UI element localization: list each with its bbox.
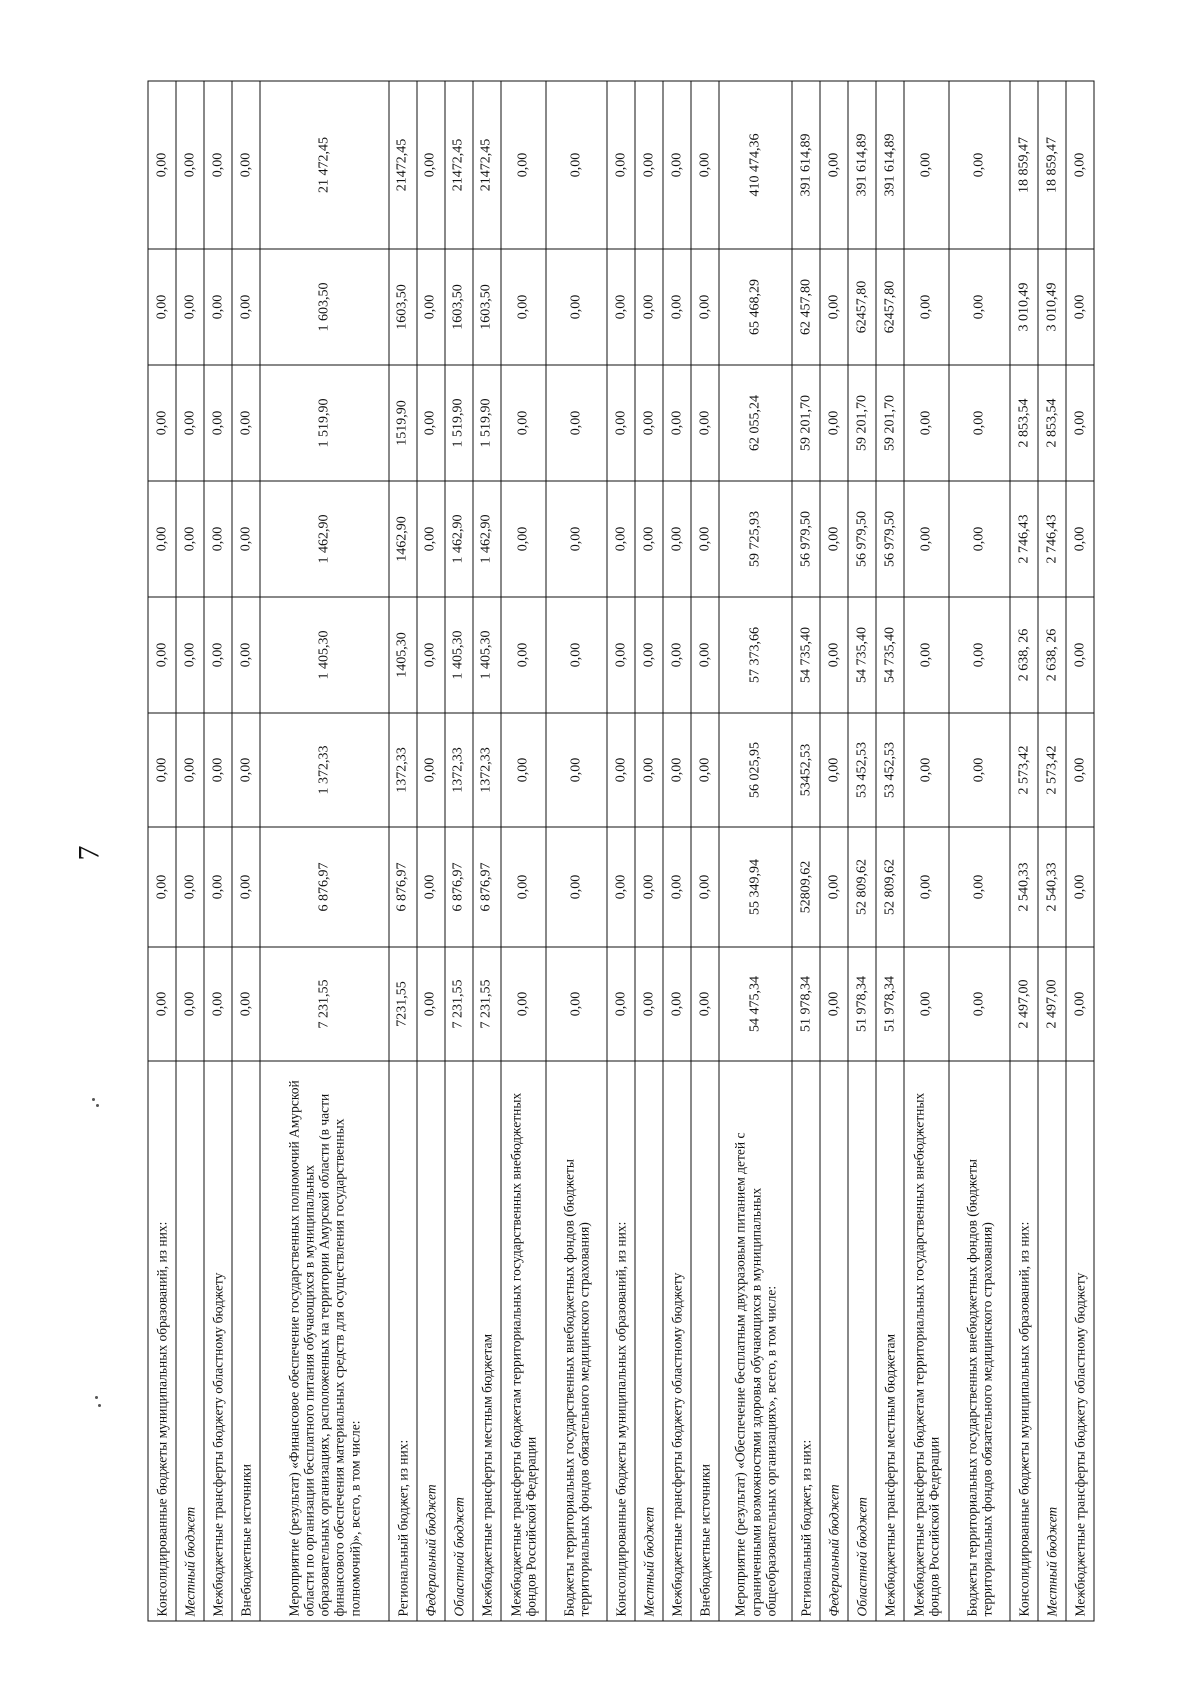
value-cell: 7 231,55 bbox=[260, 947, 389, 1061]
value-cell: 391 614,89 bbox=[792, 81, 820, 249]
value-cell: 0,00 bbox=[1066, 597, 1094, 713]
value-cell: 56 979,50 bbox=[876, 481, 904, 597]
value-cell: 0,00 bbox=[607, 827, 635, 947]
table-row bbox=[904, 81, 949, 1621]
value-cell: 0,00 bbox=[904, 597, 949, 713]
value-cell: 55 349,94 bbox=[719, 827, 792, 947]
scan-speck bbox=[96, 1104, 99, 1107]
value-cell: 1603,50 bbox=[445, 249, 473, 365]
value-cell: 0,00 bbox=[501, 365, 546, 481]
value-cell: 59 201,70 bbox=[792, 365, 820, 481]
value-cell: 1 462,90 bbox=[260, 481, 389, 597]
value-cell: 0,00 bbox=[691, 827, 719, 947]
value-cell: 0,00 bbox=[176, 81, 204, 249]
value-cell: 0,00 bbox=[232, 947, 260, 1061]
value-cell: 0,00 bbox=[691, 249, 719, 365]
table-row bbox=[792, 81, 820, 1621]
row-label: Межбюджетные трансферты местным бюджетам bbox=[473, 1061, 501, 1621]
value-cell: 2 573,42 bbox=[1010, 713, 1038, 827]
value-cell: 0,00 bbox=[501, 827, 546, 947]
value-cell: 7 231,55 bbox=[473, 947, 501, 1061]
value-cell: 1372,33 bbox=[473, 713, 501, 827]
value-cell: 0,00 bbox=[417, 827, 445, 947]
value-cell: 0,00 bbox=[1066, 365, 1094, 481]
value-cell: 0,00 bbox=[417, 597, 445, 713]
value-cell: 1372,33 bbox=[445, 713, 473, 827]
value-cell: 53 452,53 bbox=[876, 713, 904, 827]
value-cell: 2 573,42 bbox=[1038, 713, 1066, 827]
rotated-table-container bbox=[148, 82, 1088, 1622]
value-cell: 0,00 bbox=[820, 947, 848, 1061]
row-label: Межбюджетные трансферты бюджетам территориальных государственных внебюджетных фондов Российской Федерации bbox=[501, 1061, 546, 1621]
scan-speck bbox=[95, 1396, 98, 1399]
value-cell: 59 201,70 bbox=[848, 365, 876, 481]
value-cell: 0,00 bbox=[501, 597, 546, 713]
value-cell: 0,00 bbox=[663, 365, 691, 481]
value-cell: 0,00 bbox=[417, 249, 445, 365]
row-label: Межбюджетные трансферты бюджету областному бюджету bbox=[1066, 1061, 1094, 1621]
value-cell: 2 746,43 bbox=[1038, 481, 1066, 597]
value-cell: 1603,50 bbox=[389, 249, 417, 365]
table-row bbox=[949, 81, 1011, 1621]
row-label: Внебюджетные источники bbox=[691, 1061, 719, 1621]
value-cell: 0,00 bbox=[176, 481, 204, 597]
value-cell: 0,00 bbox=[663, 947, 691, 1061]
value-cell: 51 978,34 bbox=[792, 947, 820, 1061]
row-label: Федеральный бюджет bbox=[417, 1061, 445, 1621]
value-cell: 0,00 bbox=[1066, 947, 1094, 1061]
row-label: Межбюджетные трансферты местным бюджетам bbox=[876, 1061, 904, 1621]
value-cell: 21472,45 bbox=[473, 81, 501, 249]
value-cell: 2 497,00 bbox=[1010, 947, 1038, 1061]
value-cell: 0,00 bbox=[607, 481, 635, 597]
table-row bbox=[148, 81, 176, 1621]
value-cell: 0,00 bbox=[204, 365, 232, 481]
value-cell: 7 231,55 bbox=[445, 947, 473, 1061]
row-label: Консолидированные бюджеты муниципальных образований, из них: bbox=[607, 1061, 635, 1621]
value-cell: 21472,45 bbox=[445, 81, 473, 249]
value-cell: 2 540,33 bbox=[1010, 827, 1038, 947]
value-cell: 0,00 bbox=[820, 365, 848, 481]
value-cell: 52 809,62 bbox=[876, 827, 904, 947]
table-row bbox=[820, 81, 848, 1621]
value-cell: 56 979,50 bbox=[848, 481, 876, 597]
table-row bbox=[260, 81, 389, 1621]
value-cell: 52809,62 bbox=[792, 827, 820, 947]
row-label: Областной бюджет bbox=[445, 1061, 473, 1621]
value-cell: 0,00 bbox=[176, 827, 204, 947]
value-cell: 410 474,36 bbox=[719, 81, 792, 249]
value-cell: 0,00 bbox=[148, 81, 176, 249]
value-cell: 0,00 bbox=[820, 827, 848, 947]
value-cell: 0,00 bbox=[232, 713, 260, 827]
value-cell: 0,00 bbox=[635, 947, 663, 1061]
table-row bbox=[204, 81, 232, 1621]
value-cell: 53 452,53 bbox=[848, 713, 876, 827]
value-cell: 0,00 bbox=[501, 81, 546, 249]
value-cell: 51 978,34 bbox=[876, 947, 904, 1061]
value-cell: 0,00 bbox=[546, 597, 608, 713]
value-cell: 0,00 bbox=[546, 365, 608, 481]
value-cell: 0,00 bbox=[949, 365, 1011, 481]
value-cell: 0,00 bbox=[635, 81, 663, 249]
value-cell: 6 876,97 bbox=[473, 827, 501, 947]
value-cell: 0,00 bbox=[546, 713, 608, 827]
value-cell: 54 735,40 bbox=[848, 597, 876, 713]
value-cell: 0,00 bbox=[176, 249, 204, 365]
value-cell: 0,00 bbox=[204, 597, 232, 713]
value-cell: 0,00 bbox=[546, 827, 608, 947]
value-cell: 0,00 bbox=[949, 81, 1011, 249]
value-cell: 0,00 bbox=[501, 249, 546, 365]
value-cell: 0,00 bbox=[417, 947, 445, 1061]
value-cell: 0,00 bbox=[148, 827, 176, 947]
value-cell: 0,00 bbox=[635, 713, 663, 827]
value-cell: 0,00 bbox=[691, 81, 719, 249]
value-cell: 1 462,90 bbox=[473, 481, 501, 597]
row-label: Консолидированные бюджеты муниципальных образований, из них: bbox=[148, 1061, 176, 1621]
value-cell: 57 373,66 bbox=[719, 597, 792, 713]
value-cell: 0,00 bbox=[663, 249, 691, 365]
value-cell: 2 853,54 bbox=[1038, 365, 1066, 481]
table-row bbox=[546, 81, 608, 1621]
value-cell: 0,00 bbox=[176, 713, 204, 827]
value-cell: 1519,90 bbox=[389, 365, 417, 481]
value-cell: 0,00 bbox=[232, 81, 260, 249]
value-cell: 59 201,70 bbox=[876, 365, 904, 481]
value-cell: 0,00 bbox=[501, 713, 546, 827]
value-cell: 0,00 bbox=[176, 597, 204, 713]
value-cell: 62 055,24 bbox=[719, 365, 792, 481]
row-label: Мероприятие (результат) «Финансовое обеспечение государственных полномочий Амурской области по организации бесплатного питания обучающихся в муниципальных образовательных организациях, расположенных на территории Амурской области (в части финансового обеспечения материальных средств для осуществления государственных полномочий)», всего, в том числе: bbox=[260, 1061, 389, 1621]
value-cell: 54 735,40 bbox=[792, 597, 820, 713]
value-cell: 0,00 bbox=[607, 365, 635, 481]
value-cell: 0,00 bbox=[546, 81, 608, 249]
row-label: Региональный бюджет, из них: bbox=[389, 1061, 417, 1621]
value-cell: 0,00 bbox=[417, 365, 445, 481]
value-cell: 0,00 bbox=[949, 597, 1011, 713]
value-cell: 0,00 bbox=[635, 249, 663, 365]
value-cell: 62457,80 bbox=[876, 249, 904, 365]
value-cell: 2 540,33 bbox=[1038, 827, 1066, 947]
table-row bbox=[417, 81, 445, 1621]
value-cell: 0,00 bbox=[663, 827, 691, 947]
value-cell: 0,00 bbox=[607, 713, 635, 827]
value-cell: 0,00 bbox=[232, 365, 260, 481]
value-cell: 0,00 bbox=[607, 249, 635, 365]
value-cell: 0,00 bbox=[148, 597, 176, 713]
value-cell: 56 979,50 bbox=[792, 481, 820, 597]
value-cell: 1 519,90 bbox=[473, 365, 501, 481]
value-cell: 0,00 bbox=[1066, 81, 1094, 249]
value-cell: 0,00 bbox=[949, 249, 1011, 365]
table-row bbox=[1010, 81, 1038, 1621]
value-cell: 0,00 bbox=[148, 249, 176, 365]
value-cell: 2 497,00 bbox=[1038, 947, 1066, 1061]
value-cell: 0,00 bbox=[635, 481, 663, 597]
value-cell: 2 746,43 bbox=[1010, 481, 1038, 597]
value-cell: 0,00 bbox=[204, 481, 232, 597]
value-cell: 53452,53 bbox=[792, 713, 820, 827]
value-cell: 0,00 bbox=[663, 713, 691, 827]
value-cell: 391 614,89 bbox=[876, 81, 904, 249]
value-cell: 0,00 bbox=[691, 481, 719, 597]
table-row bbox=[876, 81, 904, 1621]
scan-speck bbox=[98, 1404, 101, 1407]
row-label: Региональный бюджет, из них: bbox=[792, 1061, 820, 1621]
table-row bbox=[232, 81, 260, 1621]
value-cell: 65 468,29 bbox=[719, 249, 792, 365]
value-cell: 0,00 bbox=[691, 713, 719, 827]
row-label: Областной бюджет bbox=[848, 1061, 876, 1621]
value-cell: 0,00 bbox=[904, 365, 949, 481]
value-cell: 0,00 bbox=[820, 597, 848, 713]
value-cell: 0,00 bbox=[663, 481, 691, 597]
value-cell: 56 025,95 bbox=[719, 713, 792, 827]
value-cell: 0,00 bbox=[148, 481, 176, 597]
value-cell: 0,00 bbox=[148, 365, 176, 481]
value-cell: 0,00 bbox=[904, 947, 949, 1061]
value-cell: 54 475,34 bbox=[719, 947, 792, 1061]
value-cell: 0,00 bbox=[820, 713, 848, 827]
value-cell: 0,00 bbox=[204, 249, 232, 365]
value-cell: 0,00 bbox=[148, 713, 176, 827]
value-cell: 1603,50 bbox=[473, 249, 501, 365]
value-cell: 18 859,47 bbox=[1010, 81, 1038, 249]
budget-table-body bbox=[148, 81, 1094, 1621]
table-row bbox=[635, 81, 663, 1621]
row-label: Межбюджетные трансферты бюджету областному бюджету bbox=[663, 1061, 691, 1621]
table-row bbox=[691, 81, 719, 1621]
value-cell: 0,00 bbox=[232, 249, 260, 365]
value-cell: 1 462,90 bbox=[445, 481, 473, 597]
row-label: Консолидированные бюджеты муниципальных образований, из них: bbox=[1010, 1061, 1038, 1621]
table-row bbox=[1038, 81, 1066, 1621]
row-label: Федеральный бюджет bbox=[820, 1061, 848, 1621]
value-cell: 0,00 bbox=[949, 947, 1011, 1061]
value-cell: 0,00 bbox=[607, 81, 635, 249]
row-label: Межбюджетные трансферты бюджетам территориальных государственных внебюджетных фондов Российской Федерации bbox=[904, 1061, 949, 1621]
value-cell: 0,00 bbox=[417, 81, 445, 249]
value-cell: 0,00 bbox=[204, 947, 232, 1061]
value-cell: 6 876,97 bbox=[389, 827, 417, 947]
value-cell: 0,00 bbox=[949, 713, 1011, 827]
value-cell: 1 519,90 bbox=[445, 365, 473, 481]
value-cell: 0,00 bbox=[820, 249, 848, 365]
value-cell: 0,00 bbox=[546, 249, 608, 365]
value-cell: 0,00 bbox=[904, 81, 949, 249]
value-cell: 0,00 bbox=[1066, 713, 1094, 827]
value-cell: 2 638, 26 bbox=[1038, 597, 1066, 713]
value-cell: 0,00 bbox=[635, 365, 663, 481]
table-row bbox=[607, 81, 635, 1621]
value-cell: 0,00 bbox=[501, 947, 546, 1061]
value-cell: 1 372,33 bbox=[260, 713, 389, 827]
table-row bbox=[473, 81, 501, 1621]
value-cell: 0,00 bbox=[949, 827, 1011, 947]
value-cell: 0,00 bbox=[904, 249, 949, 365]
value-cell: 21472,45 bbox=[389, 81, 417, 249]
value-cell: 0,00 bbox=[148, 947, 176, 1061]
value-cell: 0,00 bbox=[949, 481, 1011, 597]
value-cell: 0,00 bbox=[663, 597, 691, 713]
value-cell: 0,00 bbox=[1066, 481, 1094, 597]
row-label: Мероприятие (результат) «Обеспечение бесплатным двухразовым питанием детей с ограниченными возможностями здоровья обучающихся в муниципальных общеобразовательных организациях», всего, в том числе: bbox=[719, 1061, 792, 1621]
row-label: Местный бюджет bbox=[635, 1061, 663, 1621]
value-cell: 3 010,49 bbox=[1038, 249, 1066, 365]
row-label: Межбюджетные трансферты бюджету областному бюджету bbox=[204, 1061, 232, 1621]
row-label: Бюджеты территориальных государственных внебюджетных фондов (бюджеты территориальных фондов обязательного медицинского страхования) bbox=[546, 1061, 608, 1621]
value-cell: 0,00 bbox=[176, 947, 204, 1061]
value-cell: 18 859,47 bbox=[1038, 81, 1066, 249]
page-number: 7 bbox=[72, 845, 106, 861]
value-cell: 0,00 bbox=[501, 481, 546, 597]
table-row bbox=[848, 81, 876, 1621]
value-cell: 21 472,45 bbox=[260, 81, 389, 249]
table-row bbox=[389, 81, 417, 1621]
value-cell: 0,00 bbox=[417, 481, 445, 597]
value-cell: 0,00 bbox=[546, 947, 608, 1061]
value-cell: 0,00 bbox=[691, 597, 719, 713]
value-cell: 1 405,30 bbox=[260, 597, 389, 713]
value-cell: 1 519,90 bbox=[260, 365, 389, 481]
value-cell: 0,00 bbox=[204, 713, 232, 827]
row-label: Бюджеты территориальных государственных внебюджетных фондов (бюджеты территориальных фондов обязательного медицинского страхования) bbox=[949, 1061, 1011, 1621]
value-cell: 391 614,89 bbox=[848, 81, 876, 249]
table-row bbox=[1066, 81, 1094, 1621]
value-cell: 1 405,30 bbox=[445, 597, 473, 713]
row-label: Внебюджетные источники bbox=[232, 1061, 260, 1621]
value-cell: 54 735,40 bbox=[876, 597, 904, 713]
value-cell: 62 457,80 bbox=[792, 249, 820, 365]
value-cell: 62457,80 bbox=[848, 249, 876, 365]
value-cell: 52 809,62 bbox=[848, 827, 876, 947]
row-label: Местный бюджет bbox=[176, 1061, 204, 1621]
table-row bbox=[719, 81, 792, 1621]
value-cell: 0,00 bbox=[904, 481, 949, 597]
value-cell: 2 638, 26 bbox=[1010, 597, 1038, 713]
value-cell: 0,00 bbox=[546, 481, 608, 597]
value-cell: 0,00 bbox=[607, 947, 635, 1061]
value-cell: 1 603,50 bbox=[260, 249, 389, 365]
table-row bbox=[445, 81, 473, 1621]
value-cell: 0,00 bbox=[607, 597, 635, 713]
value-cell: 0,00 bbox=[232, 827, 260, 947]
table-row bbox=[663, 81, 691, 1621]
value-cell: 0,00 bbox=[691, 365, 719, 481]
value-cell: 0,00 bbox=[904, 713, 949, 827]
value-cell: 1372,33 bbox=[389, 713, 417, 827]
table-row bbox=[176, 81, 204, 1621]
value-cell: 0,00 bbox=[1066, 827, 1094, 947]
value-cell: 0,00 bbox=[663, 81, 691, 249]
value-cell: 0,00 bbox=[204, 81, 232, 249]
value-cell: 1462,90 bbox=[389, 481, 417, 597]
value-cell: 0,00 bbox=[820, 81, 848, 249]
value-cell: 1 405,30 bbox=[473, 597, 501, 713]
value-cell: 2 853,54 bbox=[1010, 365, 1038, 481]
value-cell: 6 876,97 bbox=[260, 827, 389, 947]
scan-speck bbox=[92, 1098, 95, 1101]
value-cell: 0,00 bbox=[691, 947, 719, 1061]
value-cell: 0,00 bbox=[904, 827, 949, 947]
value-cell: 0,00 bbox=[204, 827, 232, 947]
row-label: Местный бюджет bbox=[1038, 1061, 1066, 1621]
value-cell: 51 978,34 bbox=[848, 947, 876, 1061]
value-cell: 0,00 bbox=[417, 713, 445, 827]
value-cell: 1405,30 bbox=[389, 597, 417, 713]
value-cell: 0,00 bbox=[635, 597, 663, 713]
table-row bbox=[501, 81, 546, 1621]
value-cell: 3 010,49 bbox=[1010, 249, 1038, 365]
value-cell: 7231,55 bbox=[389, 947, 417, 1061]
value-cell: 6 876,97 bbox=[445, 827, 473, 947]
value-cell: 0,00 bbox=[232, 597, 260, 713]
value-cell: 0,00 bbox=[820, 481, 848, 597]
value-cell: 0,00 bbox=[635, 827, 663, 947]
value-cell: 0,00 bbox=[232, 481, 260, 597]
value-cell: 59 725,93 bbox=[719, 481, 792, 597]
value-cell: 0,00 bbox=[1066, 249, 1094, 365]
value-cell: 0,00 bbox=[176, 365, 204, 481]
budget-table bbox=[148, 81, 1095, 1622]
